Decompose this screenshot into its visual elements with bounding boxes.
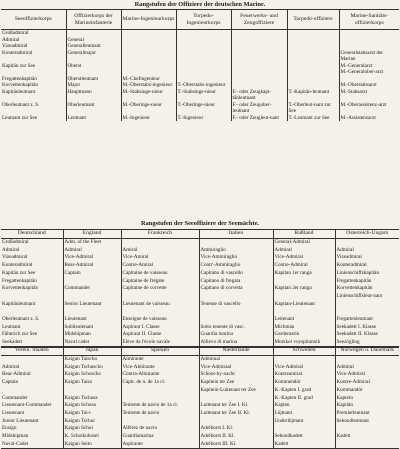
rank-cell: Contr'-Ammiraglio [199, 262, 273, 270]
rank-cell: M.-Generalober-arzt [339, 69, 399, 76]
rank-cell: Korvettenkapitän [335, 285, 399, 293]
rank-cell [335, 239, 399, 247]
table-row [1, 387, 399, 395]
rank-cell [63, 308, 121, 316]
rank-cell: Luitenant ter Zee II. Kl. [199, 410, 273, 418]
rank-cell: Kaigun Tschusa [63, 395, 121, 403]
table-row [1, 285, 399, 293]
rank-cell [339, 30, 399, 37]
rank-cell [335, 308, 399, 316]
column-header: Torpedo-offiziere [287, 10, 339, 30]
header-row [1, 230, 399, 239]
rank-cell: Admiral [335, 247, 399, 255]
column-header: Offizierkorps der Marineinfanterie [66, 10, 121, 30]
rank-cell [1, 356, 63, 364]
table-row [1, 102, 399, 115]
rank-cell: Midshipman [63, 331, 121, 339]
rank-cell: T.-Stabsinge-nieur [176, 89, 231, 102]
rank-cell: Admiral [2, 246, 20, 253]
rank-cell: Admiral [335, 364, 399, 372]
table-row [1, 89, 399, 102]
rank-cell [335, 356, 399, 364]
rank-cell [287, 30, 339, 37]
rank-cell [273, 425, 335, 433]
table-row [1, 331, 399, 339]
section-title-sea-powers: Rangstufen der Seeoffiziere der Seemächte. [140, 220, 260, 227]
rank-cell: Kapitän zur See [2, 269, 36, 276]
rank-cell [1, 293, 63, 301]
rank-cell: Sekondkadett [273, 433, 335, 441]
rank-cell: F.- oder Zeugober-leutnant [231, 102, 287, 115]
rank-cell [287, 50, 339, 63]
rank-cell: Vice-Admiral [63, 254, 121, 262]
rank-cell: Kapitän zur See [2, 62, 36, 69]
rank-cell [199, 293, 273, 301]
table-row [1, 379, 399, 387]
column-header: Spanien [121, 347, 199, 356]
rank-cell: Kapitein ter Zee [199, 379, 273, 387]
rank-cell: Kapitan 2er ranga [273, 285, 335, 293]
rank-cell: Major [66, 82, 121, 89]
rank-cell [121, 395, 199, 403]
rank-cell: Kommendör [273, 379, 335, 387]
rank-cell: Korvettenkapitän [2, 82, 39, 88]
rank-cell: Commander [63, 285, 121, 293]
rank-cell: Fregattenkapitän [2, 75, 37, 82]
rank-cell: Adelborst I. Kl. [199, 425, 273, 433]
rank-cell: M.-Stabsarzt [339, 89, 399, 102]
rank-cell [176, 30, 231, 37]
sea-powers-ranks-table-1 [1, 229, 399, 348]
rank-cell: T.-Oberleut-nant zur See [287, 102, 339, 115]
rank-cell: Konteradmiral [2, 49, 33, 56]
rank-cell: Tenente di vascello [199, 301, 273, 309]
rank-cell: Admiral [2, 363, 20, 370]
rank-cell: Kaigun Taisa [63, 379, 121, 387]
table-row [1, 316, 399, 324]
rank-cell: Lieutenant [2, 409, 25, 416]
rank-cell: Oberleutnant z. S. [2, 101, 40, 108]
header-row [1, 347, 399, 356]
rank-cell: Kontre-Admiral [335, 379, 399, 387]
rank-cell: Vizeadmiral [335, 254, 399, 262]
rank-cell [176, 50, 231, 63]
column-header: Norwegen u. Dänemark [335, 347, 399, 356]
column-header: Verein. Staaten [1, 347, 63, 356]
table-row [1, 254, 399, 262]
table-row [1, 441, 399, 449]
rank-cell [121, 387, 199, 395]
rank-cell [1, 308, 63, 316]
rank-cell: Schout-by-nacht [199, 371, 273, 379]
rank-cell: Rear-Admiral [63, 262, 121, 270]
rank-cell: Fregattenleutnant [335, 316, 399, 324]
column-header: Schweden [273, 347, 335, 356]
table-row [1, 239, 399, 247]
rank-cell: Premierleutnant [335, 410, 399, 418]
rank-cell: Lieutenant-Commander [2, 402, 52, 409]
rank-cell: Großadmiral [2, 30, 29, 36]
rank-cell: Adm. of the Fleet [63, 239, 121, 247]
rank-cell: Seezögling [335, 339, 399, 347]
rank-cell: Generalleutnant [66, 43, 121, 50]
column-header: Torpedo-Ingenieurkorps [176, 10, 231, 30]
rank-cell: Admiral [2, 36, 20, 43]
rank-cell: Commander [2, 394, 28, 401]
rank-cell: Vizeadmiral [2, 254, 28, 261]
rank-cell: Naval cadet [63, 339, 121, 347]
column-header: Marine-Sanitäts-offizierkorps [339, 10, 399, 30]
rank-cell: K. Schoikohosei [63, 433, 121, 441]
column-header: Frankreich [121, 230, 199, 239]
rank-cell: Allievo di marina [199, 339, 273, 347]
rank-cell: Großadmiral [2, 239, 29, 245]
rank-cell: Oberstleutnant [66, 76, 121, 83]
table-row [1, 425, 399, 433]
rank-cell [63, 278, 121, 286]
rank-cell: Generalmajor [66, 50, 121, 63]
rank-cell: Lieutenant de vaisseau [121, 301, 199, 309]
rank-cell: Kaigun Schoi [63, 425, 121, 433]
table-row [1, 324, 399, 332]
rank-cell: General-Admiral [273, 239, 335, 247]
rank-cell: Oberleutnant z. S. [2, 316, 40, 323]
rank-cell: Admiral [63, 247, 121, 255]
column-header: Niederlande [199, 347, 273, 356]
rank-cell: M.-Chefingenieur [121, 76, 176, 83]
rank-cell: Leutnant [66, 115, 121, 122]
rank-cell: Leutnant [2, 323, 21, 330]
rank-cell: Adelborst II. Kl. [199, 433, 273, 441]
table-row [1, 356, 399, 364]
column-header: Deutschland [1, 230, 63, 239]
rank-cell: T.-Ingenieur [176, 115, 231, 122]
rank-cell: General [66, 37, 121, 44]
column-header: Österreich-Ungarn [335, 230, 399, 239]
table-row [1, 278, 399, 286]
rank-cell: Lieutenant [63, 316, 121, 324]
table-row [1, 402, 399, 410]
table-row [1, 270, 399, 278]
rank-cell: Leutnant zur See [2, 114, 38, 121]
table-row [1, 433, 399, 441]
rank-cell: T.-Oberstabs-ingenieur [176, 82, 231, 89]
rank-cell: M.-Oberstabs-ingenieur [121, 82, 176, 89]
german-navy-ranks-table [1, 9, 399, 121]
rank-cell: Kapitän [335, 402, 399, 410]
rank-cell: Vice-Admiral [273, 364, 335, 372]
rank-cell: Contre-Admiral [273, 262, 335, 270]
rank-cell: Seekadett [2, 339, 23, 346]
rank-cell: M.-Oberstabsarzt [339, 82, 399, 89]
rank-cell [335, 425, 399, 433]
rank-cell: Kapitan-Lieutenant [273, 301, 335, 309]
rank-cell [199, 316, 273, 324]
rank-cell: Midshipman [2, 433, 29, 440]
rank-cell: K.-Kapten I. grad [273, 387, 335, 395]
rank-cell: Oberst [66, 63, 121, 70]
rank-cell: Vice-Admiral [335, 371, 399, 379]
rank-cell: M.-Assistenzarzt [339, 115, 399, 122]
rank-cell [231, 30, 287, 37]
rank-cell [199, 395, 273, 403]
rank-cell: Naval-Cadet [2, 440, 29, 447]
rank-cell: Captain [2, 379, 19, 386]
rank-cell: Alférez de navio [121, 425, 199, 433]
rank-cell [335, 301, 399, 309]
rank-cell: Enseigne de vaisseau [121, 316, 199, 324]
column-header: Italien [199, 230, 273, 239]
rank-cell: Michman [273, 324, 335, 332]
rank-cell: Vizeadmiral [2, 43, 28, 49]
rank-cell [199, 418, 273, 426]
column-header: Japan [63, 347, 121, 356]
rank-cell: Sekondleutnant [335, 418, 399, 426]
rank-cell: Seekadett I. Klasse [335, 324, 399, 332]
table-row [1, 247, 399, 255]
rank-cell [273, 278, 335, 286]
rank-cell: Vice-Almirante [121, 364, 199, 372]
rank-cell: Contre-Amiral [121, 262, 199, 270]
rank-cell: Fregattenkapitän [335, 278, 399, 286]
table-row [1, 395, 399, 403]
column-header: Feuerwerks- und Zeugoffiziere [231, 10, 287, 30]
rank-cell: Kaigun Taischo [63, 356, 121, 364]
rank-cell: Admiraal [199, 356, 273, 364]
header-row [1, 10, 399, 30]
rank-cell: M.-Stabsinge-nieur [121, 89, 176, 102]
rank-cell: Admiral [273, 247, 335, 255]
table-row [1, 308, 399, 316]
rank-cell: Sublieutenant [63, 324, 121, 332]
rank-cell [121, 308, 199, 316]
rank-cell: Leitenant [273, 316, 335, 324]
table-row [1, 418, 399, 426]
table-row [1, 301, 399, 309]
rank-cell [273, 308, 335, 316]
rank-cell: Fähnrich zur See [2, 331, 38, 338]
rank-cell: Contra-Almirante [121, 371, 199, 379]
rank-cell: Korvettenkapitän [2, 285, 39, 292]
rank-cell: Linienschiffsleut-nant [335, 293, 399, 301]
rank-cell [273, 293, 335, 301]
rank-cell: Almirante [121, 356, 199, 364]
sea-powers-ranks-table-2 [1, 346, 399, 449]
rank-cell [335, 441, 399, 449]
rank-cell: Capitaine de vaisseau [121, 270, 199, 278]
rank-cell: T.-Leutnant zur See [287, 115, 339, 122]
rank-cell: Fregattenkapitän [2, 277, 37, 284]
rank-cell: Kaptein [335, 395, 399, 403]
rank-cell: Kaigun Seito [63, 441, 121, 449]
rank-cell [63, 387, 121, 395]
rank-cell: Kaigun Tschuscho [63, 364, 121, 372]
rank-cell [121, 418, 199, 426]
rank-cell: Ammiraglio [199, 247, 273, 255]
rank-cell: F.- oder Zeugleut-nant [231, 115, 287, 122]
rank-cell: Adelborst III. Kl. [199, 441, 273, 449]
rank-cell: Aspirant I. Classe [121, 324, 199, 332]
rank-cell: Teniente de navio de 1a cl. [121, 402, 199, 410]
column-header: Marine-Ingenieurkorps [121, 10, 176, 30]
rank-cell: Capit. de n. de 1a cl. [121, 379, 199, 387]
rank-cell: Vice-Admiral [273, 254, 335, 262]
rank-cell [66, 30, 121, 37]
rank-cell: Vice-Ammiraglio [199, 254, 273, 262]
rank-cell: Sotto tenente di vasc. [199, 324, 273, 332]
rank-cell [121, 293, 199, 301]
rank-cell: M.-Oberassistenz-arzt [339, 102, 399, 115]
rank-cell: Vice-Amiral [121, 254, 199, 262]
rank-cell: Kapitänleutnant [2, 300, 36, 307]
rank-cell: Capitano di corvetta [199, 285, 273, 293]
rank-cell [231, 50, 287, 63]
column-header: Rußland [273, 230, 335, 239]
column-header: England [63, 230, 121, 239]
rank-cell: Kapitein-Luitenant ter Zee [199, 387, 273, 395]
table-row [1, 410, 399, 418]
rank-cell: Konteradmiral [335, 262, 399, 270]
rank-cell: Konteradmiral [2, 262, 33, 269]
rank-cell [1, 387, 63, 395]
table-row [1, 30, 399, 37]
rank-cell: Kapten [273, 402, 335, 410]
rank-cell: Morskoi voyspitannik [273, 339, 335, 347]
rank-cell: Oberleutnant [66, 102, 121, 115]
rank-cell: Captain [63, 270, 121, 278]
rank-cell: Guardiamarina [121, 433, 199, 441]
rank-cell: K.-Kapten II. grad [273, 395, 335, 403]
rank-cell: Underlöjtnant [273, 418, 335, 426]
rank-cell: F.- oder Zeugkapi-tänleutnant [231, 89, 287, 102]
rank-cell: M.-Generalarzt [339, 63, 399, 70]
rank-cell: Kapitänleutnant [2, 88, 36, 95]
rank-cell: Kaigun Tai-i [63, 410, 121, 418]
rank-cell: Capitaine de frégate [121, 278, 199, 286]
rank-cell: Aspirante [121, 441, 199, 449]
rank-cell: Kaigun Schoscho [63, 371, 121, 379]
column-header: Seeoffizierkorps [1, 10, 66, 30]
rank-cell: M.-Oberinge-nieur [121, 102, 176, 115]
rank-cell: T.-Oberinge-nieur [176, 102, 231, 115]
rank-cell: Seekadett II. Klasse [335, 331, 399, 339]
rank-cell: Kapitan 1er ranga [273, 270, 335, 278]
section-title-german-navy: Rangstufen der Offiziere der deutschen Marine. [134, 1, 266, 8]
rank-cell: Senior Lieutenant [63, 301, 121, 309]
rank-cell [121, 50, 176, 63]
table-row [1, 50, 399, 63]
rank-cell: Vice-Admiraal [199, 364, 273, 372]
table-row [1, 364, 399, 372]
rank-cell: Luitenant ter Zee I. Kl. [199, 402, 273, 410]
rank-cell: Generalstabsarzt der Marine [339, 50, 399, 63]
rank-cell: Kadett [273, 441, 335, 449]
rank-cell: Kontreamiral [273, 371, 335, 379]
rank-cell: Rear-Admiral [2, 371, 31, 378]
rank-cell: Gardemarin [273, 331, 335, 339]
rank-cell: Kaigun Tschui [63, 418, 121, 426]
rank-cell [121, 30, 176, 37]
rank-cell: Capitano di fregata [199, 278, 273, 286]
rank-cell: Junior Lieutenant [2, 417, 39, 424]
rank-cell: Capitano di vascello [199, 270, 273, 278]
rank-cell [63, 293, 121, 301]
rank-cell: Guardia marina [199, 331, 273, 339]
table-row [1, 293, 399, 301]
rank-cell: Linienschiffskapitän [335, 270, 399, 278]
table-row [1, 371, 399, 379]
table-row [1, 262, 399, 270]
rank-cell [199, 308, 273, 316]
rank-cell: M.-Ingenieur [121, 115, 176, 122]
table-row [1, 115, 399, 122]
rank-cell: Amiral [121, 247, 199, 255]
rank-cell [199, 239, 273, 247]
rank-cell: Capitaine de corvette [121, 285, 199, 293]
rank-cell: Aspirant II. Classe [121, 331, 199, 339]
rank-cell: Kommandör [335, 387, 399, 395]
rank-cell: T.-Kapitän-leutnant [287, 89, 339, 102]
rank-cell: Hauptmann [66, 89, 121, 102]
rank-cell [273, 356, 335, 364]
rank-cell: Elève de l'école navale [121, 339, 199, 347]
rank-cell: Kadett [335, 433, 399, 441]
rank-cell [121, 239, 199, 247]
rank-cell: Löjtnant [273, 410, 335, 418]
rank-cell: Ensign [2, 425, 17, 432]
rank-cell: Kaigun Schosa [63, 402, 121, 410]
rank-cell: Teniente de navio [121, 410, 199, 418]
